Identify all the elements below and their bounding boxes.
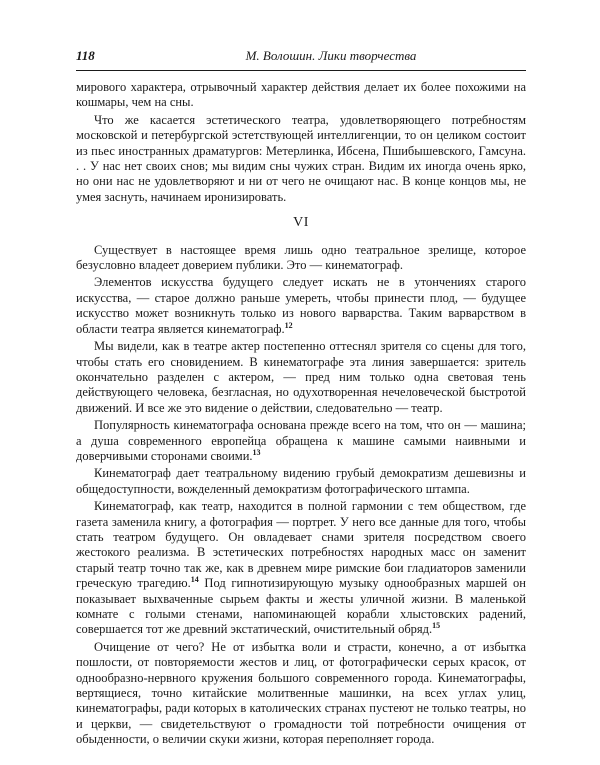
paragraph: мирового характера, отрывочный характер действия делает их более похожими на кошмары, чем на сны. (76, 80, 526, 110)
paragraph: Кинематограф дает театральному видению грубый демократизм дешевизны и общедоступности, вожделенный демократизм фотографического штампа. (76, 466, 526, 496)
paragraph (76, 418, 526, 464)
page-number: 118 (76, 48, 95, 63)
paragraph (76, 275, 526, 337)
paragraph: Мы видели, как в театре актер постепенно оттеснял зрителя со сцены для того, чтобы стать его сновидением. В кинематографе эта линия завершается: зритель окончательно разделен с актером, — пред ним только одна световая тень действующего человека, безгласная, но одухотворенная нечеловеческой быстротой движений. И все же это видение о действии, следовательно — театр. (76, 339, 526, 415)
section-heading: VI (293, 215, 309, 231)
footnote-ref: 14 (190, 575, 199, 585)
body-text (76, 80, 526, 750)
running-title: М. Волошин. Лики творчества (245, 48, 417, 63)
paragraph-text: Элементов искусства будущего следует искать не в утончениях старого искусства, — старое должно раньше умереть, чтобы принести плод, — будущее искусство может возникнуть только из нового варварства. Таким варварством в области театра является кинематограф. (76, 275, 526, 336)
paragraph (76, 499, 526, 638)
running-header (76, 48, 526, 66)
header-rule (76, 70, 526, 71)
paragraph-text: Под гипнотизирующую музыку однообразных маршей он показывает выхваченные сырьем факты и жесты уличной жизни. В маленькой комнате с голыми стенами, напоминающей корабли хлыстовских радений, совершается тот же древний экстатический, очистительный обряд. (76, 576, 526, 637)
paragraph: Существует в настоящее время лишь одно театральное зрелище, которое безусловно владеет доверием публики. Это — кинематограф. (76, 242, 526, 273)
footnote-ref: 15 (432, 621, 441, 631)
footnote-ref: 13 (252, 447, 261, 457)
paragraph: Что же касается эстетического театра, удовлетворяющего потребностям московской и петербургской эстетствующей интеллигенции, то он целиком состоит из пьес иностранных драматургов: Метерлинка, Ибсена, Пшибышевского, Гамсуна. . . У нас нет своих снов; мы видим сны чужих стран. Видим их иногда очень ярко, но они нас не удовлетворяют и ни от чего не очищают нас. В конце концов мы, не умея заснуть, начинаем иронизировать. (76, 112, 526, 204)
footnote-ref: 12 (284, 320, 293, 330)
paragraph-text: Кинематограф, как театр, находится в полной гармонии с тем обществом, где газета заменила книгу, а фотография — портрет. У него все данные для того, чтобы стать театром будущего. Он овладевает снами зрителя посредством своего жестокого реализма. В эстетических потребностях народных масс он заменит старый театр точно так же, как в древнем мире римские бои гладиаторов заменили греческую трагедию. (76, 499, 526, 591)
paragraph-text: Популярность кинематографа основана прежде всего на том, что он — машина; а душа современного европейца обращена к машине самыми наивными и доверчивыми сторонами своими. (76, 418, 526, 463)
paragraph: Очищение от чего? Не от избытка воли и страсти, конечно, а от избытка пошлости, от повторяемости жестов и лиц, от фотографически серых красок, от однообразно-нервного кружения большого современного города. Кинематографы, вертящиеся, точно китайские молитвенные машинки, на всех углах улиц, кинематографы, ради которых в католических странах пустеют не только театры, но и церкви, — свидетельствуют о громадности той потребности очищения от обыденности, о величии скуки жизни, которая переполняет города. (76, 639, 526, 747)
